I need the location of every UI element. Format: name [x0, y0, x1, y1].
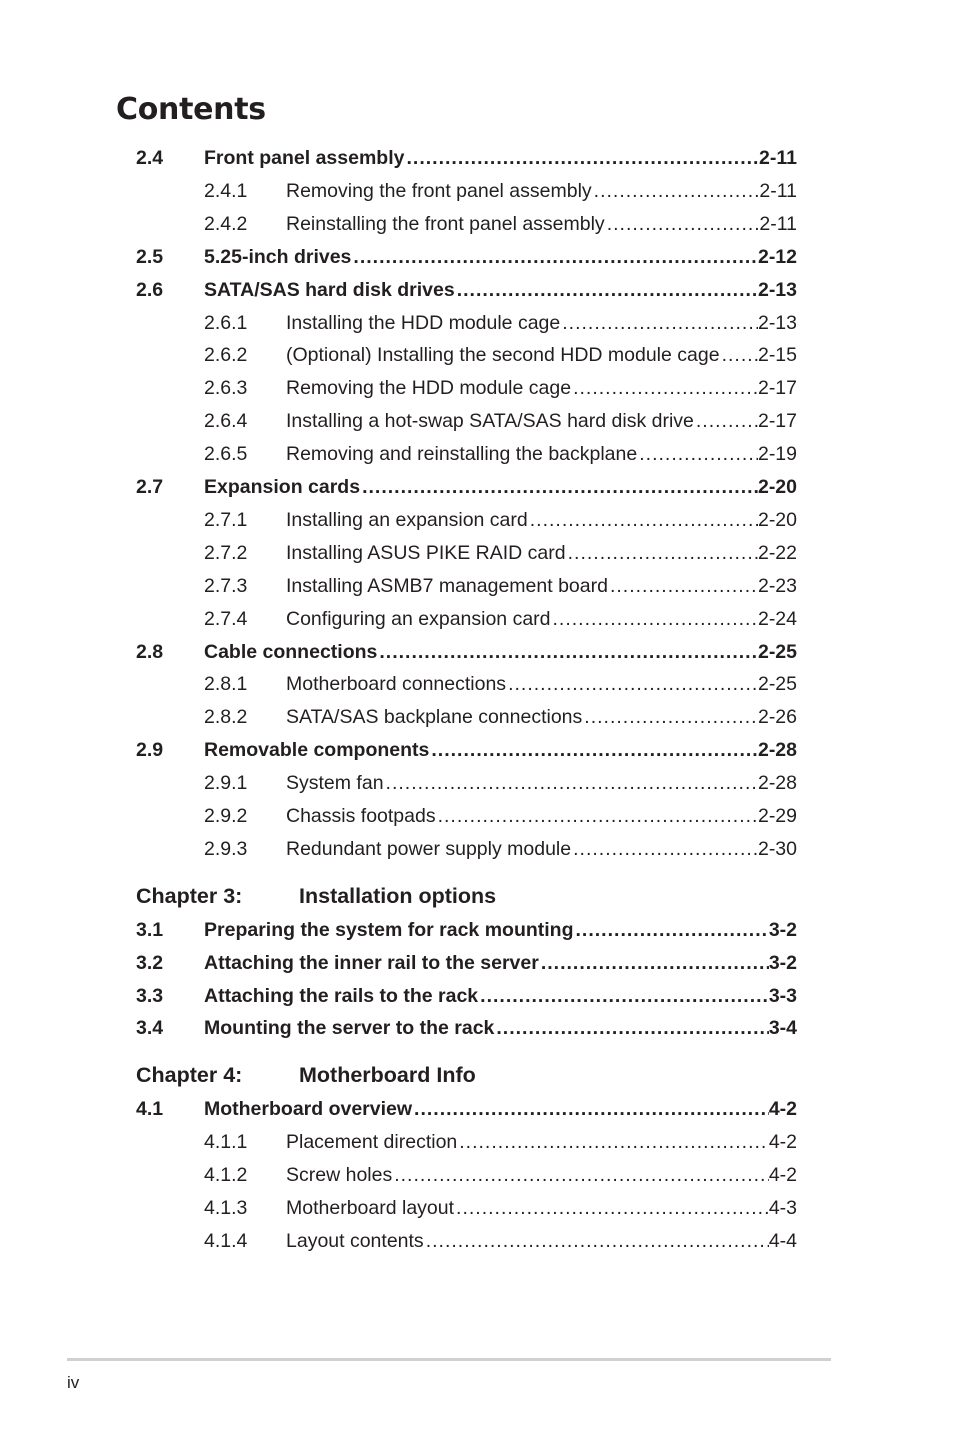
chapter-number: Chapter 4: [136, 1063, 243, 1088]
section-number: 2.4.2 [204, 212, 248, 235]
section-title-link[interactable]: Layout contents [286, 1229, 424, 1252]
section-title-link[interactable]: (Optional) Installing the second HDD module cage [286, 344, 720, 367]
page-reference[interactable]: 2-25 [757, 673, 797, 696]
dot-leader [494, 1013, 768, 1043]
section-number: 3.4 [136, 1017, 164, 1040]
dot-leader [454, 1193, 769, 1223]
page-reference[interactable]: 2-28 [757, 739, 797, 762]
section-title-link[interactable]: Installing an expansion card [286, 508, 528, 531]
toc-entry[interactable] [286, 1127, 797, 1157]
chapter-number: Chapter 3: [136, 883, 243, 908]
section-title-link[interactable]: Preparing the system for rack mounting [204, 918, 574, 941]
page-reference[interactable]: 4-2 [768, 1098, 797, 1121]
toc-entry[interactable] [286, 702, 797, 732]
toc-entry[interactable] [286, 571, 797, 601]
toc-entry[interactable] [286, 669, 797, 699]
toc-entry[interactable] [286, 1226, 797, 1256]
page-reference[interactable]: 2-13 [757, 311, 797, 334]
page-reference[interactable]: 2-30 [757, 837, 797, 860]
dot-leader [551, 604, 758, 634]
page-reference[interactable]: 4-3 [768, 1196, 797, 1219]
dot-leader [592, 176, 760, 206]
section-title-link[interactable]: Removing the front panel assembly [286, 179, 592, 202]
toc-entry[interactable] [204, 948, 797, 978]
footer-divider [67, 1358, 831, 1361]
page-reference[interactable]: 4-2 [768, 1131, 797, 1154]
section-number: 2.7.1 [204, 508, 248, 531]
section-title-link[interactable]: System fan [286, 772, 384, 795]
section-title-link[interactable]: Installing the HDD module cage [286, 311, 561, 334]
section-number: 2.7 [136, 476, 164, 498]
toc-entry[interactable] [204, 1094, 797, 1124]
section-number: 2.9.3 [204, 837, 248, 860]
section-number: 2.9 [136, 739, 164, 762]
page-reference[interactable]: 2-25 [757, 640, 797, 663]
dot-leader [571, 834, 758, 864]
section-number: 2.6.3 [204, 377, 248, 400]
page-reference[interactable]: 2-12 [757, 245, 797, 268]
dot-leader [392, 1160, 769, 1190]
toc-entry[interactable] [286, 373, 797, 403]
section-title-link[interactable]: Configuring an expansion card [286, 607, 551, 630]
toc-subsection-row[interactable] [204, 209, 797, 239]
dot-leader [637, 439, 758, 469]
section-number: 4.1.2 [204, 1164, 248, 1186]
section-number: 3.2 [136, 951, 164, 974]
toc-subsection-row[interactable] [204, 340, 797, 370]
toc-section-row[interactable] [136, 242, 797, 272]
toc-entry[interactable] [286, 439, 797, 469]
toc-entry[interactable] [204, 915, 797, 945]
toc-entry[interactable] [204, 472, 797, 502]
toc-entry[interactable] [204, 735, 797, 765]
toc-entry[interactable] [286, 768, 797, 798]
page-reference[interactable]: 2-20 [757, 508, 797, 531]
page-number: iv [67, 1373, 80, 1392]
section-title-link[interactable]: SATA/SAS backplane connections [286, 706, 583, 729]
toc-subsection-row[interactable] [204, 702, 797, 732]
toc-entry[interactable] [204, 981, 797, 1011]
dot-leader [528, 505, 758, 535]
dot-leader [457, 1127, 769, 1157]
toc-entry[interactable] [286, 209, 797, 239]
section-title-link[interactable]: SATA/SAS hard disk drives [204, 278, 455, 301]
dot-leader [566, 538, 758, 568]
page-reference[interactable]: 2-24 [757, 607, 797, 630]
page-reference[interactable]: 3-4 [768, 1017, 797, 1040]
page-reference[interactable]: 2-22 [757, 541, 797, 564]
section-number: 2.4 [136, 147, 164, 169]
toc-subsection-row[interactable] [204, 373, 797, 403]
section-number: 2.5 [136, 245, 164, 268]
section-title-link[interactable]: Motherboard layout [286, 1196, 455, 1219]
section-number: 4.1.3 [204, 1196, 248, 1219]
toc-subsection-row[interactable] [204, 406, 797, 436]
toc-entry[interactable] [204, 1013, 797, 1043]
toc-entry[interactable] [286, 1193, 797, 1223]
toc-section-row[interactable] [136, 637, 797, 667]
toc-entry[interactable] [204, 637, 797, 667]
dot-leader [582, 702, 758, 732]
section-title-link[interactable]: Installing ASUS PIKE RAID card [286, 541, 566, 564]
section-number: 2.8 [136, 640, 164, 663]
toc-entry[interactable] [286, 538, 797, 568]
page-reference[interactable]: 2-28 [757, 772, 797, 795]
toc-subsection-row[interactable] [204, 308, 797, 338]
section-number: 4.1 [136, 1098, 164, 1121]
dot-leader [608, 571, 758, 601]
section-title-link[interactable]: Expansion cards [204, 476, 361, 498]
toc-subsection-row[interactable] [204, 1193, 797, 1223]
section-title-link[interactable]: Cable connections [204, 640, 378, 663]
toc-subsection-row[interactable] [204, 1127, 797, 1157]
toc-entry[interactable] [286, 308, 797, 338]
dot-leader [506, 669, 758, 699]
toc-subsection-row[interactable] [204, 439, 797, 469]
section-title-link[interactable]: Motherboard overview [204, 1098, 413, 1121]
toc-subsection-row[interactable] [204, 1226, 797, 1256]
section-number: 3.1 [136, 918, 164, 941]
section-number: 4.1.1 [204, 1131, 248, 1154]
toc-entry[interactable] [204, 275, 797, 305]
page-reference[interactable]: 2-20 [757, 476, 797, 498]
toc-entry[interactable] [286, 340, 797, 370]
section-number: 4.1.4 [204, 1229, 248, 1252]
dot-leader [377, 637, 758, 667]
dot-leader [360, 472, 758, 502]
page-reference[interactable]: 2-17 [757, 410, 797, 433]
section-title-link[interactable]: Redundant power supply module [286, 837, 572, 860]
toc-subsection-row[interactable] [204, 571, 797, 601]
toc-section-row[interactable] [136, 915, 797, 945]
section-number: 2.9.1 [204, 772, 248, 795]
page-reference[interactable]: 2-17 [757, 377, 797, 400]
dot-leader [574, 915, 769, 945]
toc-entry[interactable] [204, 143, 797, 173]
section-number: 2.6 [136, 278, 164, 301]
toc-subsection-row[interactable] [204, 768, 797, 798]
toc-entry[interactable] [204, 242, 797, 272]
section-number: 2.4.1 [204, 179, 248, 202]
toc-subsection-row[interactable] [204, 176, 797, 206]
dot-leader [412, 1094, 769, 1124]
page-reference[interactable]: 2-13 [757, 278, 797, 301]
toc-section-row[interactable] [136, 948, 797, 978]
dot-leader [478, 981, 769, 1011]
section-number: 2.7.3 [204, 574, 248, 597]
toc-section-row[interactable] [136, 1013, 797, 1043]
dot-leader [605, 209, 760, 239]
section-number: 3.3 [136, 984, 164, 1007]
section-number: 2.6.5 [204, 443, 248, 466]
section-number: 2.7.2 [204, 541, 248, 564]
dot-leader [720, 340, 758, 370]
dot-leader [351, 242, 758, 272]
section-title-link[interactable]: Removable components [204, 739, 430, 762]
dot-leader [694, 406, 758, 436]
page-reference[interactable]: 2-11 [759, 179, 797, 202]
toc-subsection-row[interactable] [204, 538, 797, 568]
page-reference[interactable]: 2-11 [759, 212, 797, 235]
section-number: 2.9.2 [204, 805, 248, 827]
page-reference[interactable]: 2-19 [757, 443, 797, 466]
toc-entry[interactable] [286, 834, 797, 864]
section-title-link[interactable]: Removing and reinstalling the backplane [286, 443, 638, 466]
toc-subsection-row[interactable] [204, 1160, 797, 1190]
section-title-link[interactable]: Installing a hot-swap SATA/SAS hard disk drive [286, 410, 694, 433]
toc-section-row[interactable] [136, 1094, 797, 1124]
dot-leader [436, 801, 758, 831]
section-title-link[interactable]: Installing ASMB7 management board [286, 574, 608, 597]
section-number: 2.6.4 [204, 410, 248, 433]
page-title: Contents [116, 92, 266, 127]
dot-leader [571, 373, 758, 403]
toc-section-row[interactable] [136, 275, 797, 305]
toc-entry[interactable] [286, 406, 797, 436]
page-reference[interactable]: 2-11 [759, 147, 797, 169]
page-reference[interactable]: 3-2 [768, 951, 797, 974]
section-title-link[interactable]: Removing the HDD module cage [286, 377, 572, 400]
toc-entry[interactable] [286, 604, 797, 634]
section-number: 2.7.4 [204, 607, 248, 630]
dot-leader [539, 948, 769, 978]
chapter-title: Installation options [299, 883, 497, 908]
page-reference[interactable]: 3-3 [768, 984, 797, 1007]
section-title-link[interactable]: Attaching the rails to the rack [204, 984, 479, 1007]
page-reference[interactable]: 4-2 [768, 1164, 797, 1186]
toc-section-row[interactable] [136, 143, 797, 173]
section-title-link[interactable]: Placement direction [286, 1131, 458, 1154]
page-reference[interactable]: 2-29 [757, 805, 797, 827]
dot-leader [424, 1226, 769, 1256]
page-reference[interactable]: 2-26 [757, 706, 797, 729]
toc-entry[interactable] [286, 801, 797, 831]
section-number: 2.6.2 [204, 344, 248, 367]
page-reference[interactable]: 4-4 [768, 1229, 797, 1252]
toc-subsection-row[interactable] [204, 505, 797, 535]
section-title-link[interactable]: Reinstalling the front panel assembly [286, 212, 605, 235]
toc-subsection-row[interactable] [204, 834, 797, 864]
section-title-link[interactable]: Screw holes [286, 1164, 393, 1186]
dot-leader [404, 143, 759, 173]
dot-leader [560, 308, 758, 338]
page-reference[interactable]: 2-23 [757, 574, 797, 597]
section-title-link[interactable]: Front panel assembly [204, 147, 405, 169]
section-title-link[interactable]: Mounting the server to the rack [204, 1017, 495, 1040]
dot-leader [384, 768, 758, 798]
section-number: 2.6.1 [204, 311, 248, 334]
toc-section-row[interactable] [136, 981, 797, 1011]
section-title-link[interactable]: Chassis footpads [286, 805, 436, 827]
toc-entry[interactable] [286, 505, 797, 535]
toc-subsection-row[interactable] [204, 801, 797, 831]
section-title-link[interactable]: Motherboard connections [286, 673, 507, 696]
section-title-link[interactable]: Attaching the inner rail to the server [204, 951, 539, 974]
section-number: 2.8.2 [204, 706, 248, 729]
page-reference[interactable]: 2-15 [757, 344, 797, 367]
dot-leader [429, 735, 758, 765]
toc-subsection-row[interactable] [204, 604, 797, 634]
toc-entry[interactable] [286, 176, 797, 206]
section-title-link[interactable]: 5.25-inch drives [204, 245, 352, 268]
toc-section-row[interactable] [136, 472, 797, 502]
dot-leader [455, 275, 758, 305]
page-reference[interactable]: 3-2 [768, 918, 797, 941]
toc-subsection-row[interactable] [204, 669, 797, 699]
toc-section-row[interactable] [136, 735, 797, 765]
chapter-title: Motherboard Info [299, 1063, 476, 1088]
section-number: 2.8.1 [204, 673, 248, 696]
toc-entry[interactable] [286, 1160, 797, 1190]
